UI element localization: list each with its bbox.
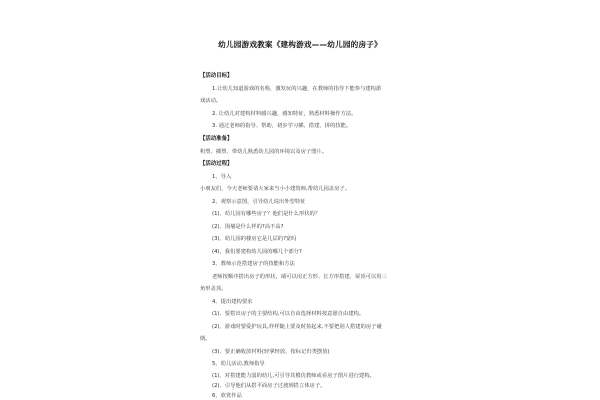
process-line-10: 角形盖顶。 [200,286,227,292]
process-line-12: (1)、要搭出房子的主要结构,可以自由选择材料按意愿自由建构。 [212,311,365,317]
section-heading-prep: 【活动准备】 [200,136,233,142]
process-line-11: 4、提出建构要求 [212,299,253,305]
process-line-6: (3)、幼儿园的楼房它是几层的?宽吗 [212,236,297,242]
goals-line-3: 2. 让幼儿对建构材料感兴趣，感知特征，熟悉材料操作方法。 [212,111,357,117]
process-line-8: 3、教师示范搭建房子的技能和方法 [212,261,295,267]
goals-line-2: 戏活动。 [200,98,222,104]
process-line-17: (1)、对搭建能力弱的幼儿,可引导其模仿教师或看房子图片进行建构。 [212,373,375,379]
process-line-18: (2)、引导他们从搭平面房子过渡到搭立体房子。 [212,383,326,389]
process-line-19: 6、欣赏作品 [212,393,242,399]
process-line-2: 小朋友们，今天老师要请大家来当小小建筑师,帮幼儿园盖房子。 [200,186,350,192]
section-heading-goals: 【活动目标】 [200,73,233,79]
process-line-13: (2)、游戏时要爱护玩具,样样随上要及时捡起来,不要把别人搭建的房子碰 [212,324,382,330]
document-title: 幼儿园游戏教案《建构游戏——幼儿园的房子》 [218,40,382,49]
process-line-5: (2)、围墙是什么样的?高不高? [212,224,284,230]
section-heading-process: 【活动过程】 [200,161,233,167]
goals-line-4: 3. 通过老师的指导、帮助，初步学习插、搭建、拼的技能。 [212,123,352,129]
process-line-1: 1、导入 [212,174,232,180]
process-line-16: 5、幼儿活动,教师指导 [212,361,265,367]
prep-line-1: 积塑、插塑、带幼儿熟悉幼儿园的环境以及房子图片。 [200,149,328,155]
process-line-9: 老师按顺序搭出房子的形状，墙可以用正方形、长方形搭建，屋顶可以用三 [212,274,387,280]
process-line-7: (4)、我们要建构幼儿园的哪几个部分? [212,249,302,255]
process-line-14: 倒。 [200,336,211,342]
process-line-15: (3)、要正确收放材料(轻拿轻放，按标记归类摆放) [212,349,330,355]
process-line-4: (1)、幼儿园有哪些房子？他们是什么形状的？ [212,211,321,217]
goals-line-1: 1.让幼儿知道游戏的名称，激发玩的兴趣，在教师的指导下能参与建构游 [212,86,382,92]
process-line-3: 2、观察示意图，引导幼儿说出外型特征 [212,199,306,205]
